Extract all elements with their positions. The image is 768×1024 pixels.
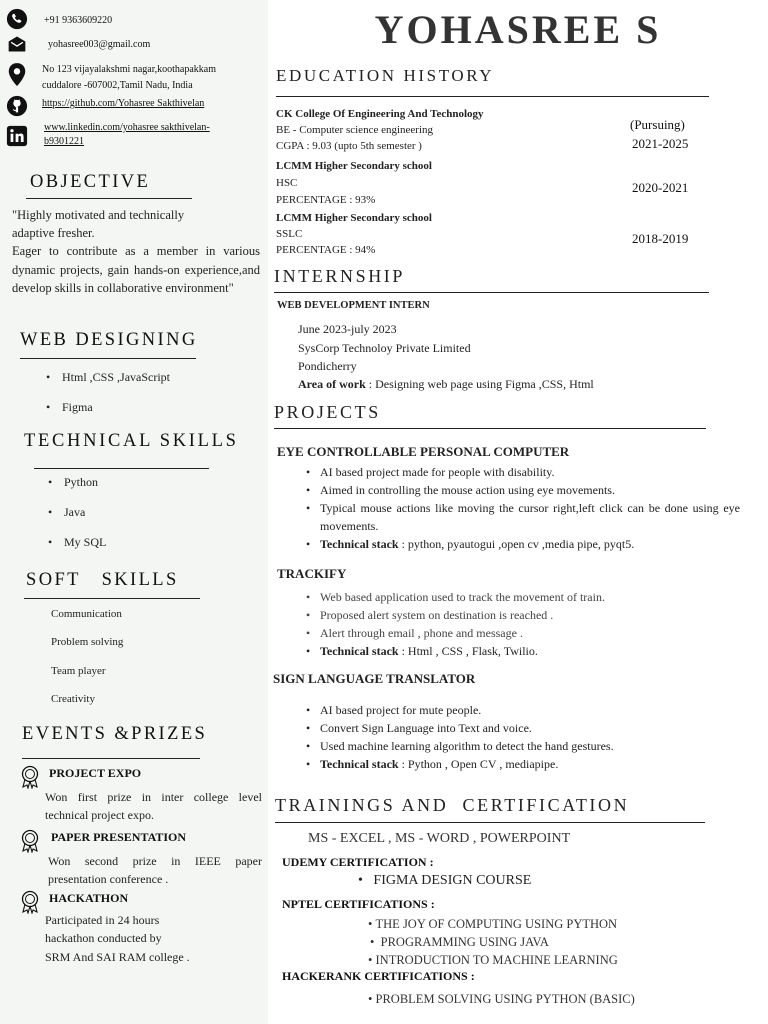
email-address: yohasree003@gmail.com [48,39,151,50]
project-bullets [306,701,740,773]
project-title: TRACKIFY [277,566,347,581]
intern-area-of-work [298,377,594,392]
event-desc [45,911,262,966]
web-designing-rule [20,358,196,359]
sslc-years: 2018-2019 [632,231,689,246]
web-designing-list [46,370,170,415]
objective-para-2: Eager to contribute as a member in various dynamic projects, gain hands-on experience,and develop skills in collaborative environment" [12,244,260,295]
level-hsc: HSC [276,177,298,189]
event-title: PROJECT EXPO [49,766,142,780]
technical-skills-heading: TECHNICAL SKILLS [24,431,239,451]
mail-icon [7,34,27,54]
education-rule [276,96,709,97]
project-bullets [306,588,740,660]
list-item: • AI based project for mute people. [306,701,740,719]
hackerank-item [368,992,635,1007]
area-of-work-text: : Designing web page using Figma ,CSS, Html [365,377,594,391]
projects-heading: PROJECTS [274,402,381,422]
bullet: • [370,935,381,949]
nptel-item [368,953,618,968]
list-item: • Figma [46,400,170,415]
list-item: Communication [51,608,122,620]
event-desc-line: hackathon conducted by [45,931,162,946]
internship-heading: INTERNSHIP [274,266,406,286]
list-item: Creativity [51,692,95,705]
stack-text: : Python , Open CV , mediapipe. [398,757,559,771]
objective-text [12,206,260,297]
soft-skills-list [51,608,123,705]
intern-location: Pondicherry [298,359,357,373]
events-heading: EVENTS &PRIZES [22,724,208,744]
intern-role: WEB DEVELOPMENT INTERN [277,300,430,311]
event-title: PAPER PRESENTATION [51,830,187,844]
objective-para-1: "Highly motivated and technically adaptive fresher. [12,208,185,241]
ms-office-skills: MS - EXCEL , MS - WORD , POWERPOINT [308,831,571,846]
phone-icon [6,8,28,30]
list-item: • Html ,CSS ,JavaScript [46,370,170,400]
percentage-sslc: PERCENTAGE : 94% [276,244,376,256]
stack-label: Technical stack [320,644,399,658]
event-desc-line: Participated in 24 hours [45,913,160,927]
sidebar [0,0,268,1024]
degree: BE - Computer science engineering [276,124,434,136]
projects-rule [274,428,706,429]
cert-name: PROBLEM SOLVING USING PYTHON (BASIC) [375,992,635,1006]
project-title: EYE CONTROLLABLE PERSONAL COMPUTER [277,444,570,459]
event-desc: Won first prize in inter college level technical project expo. [45,790,262,823]
list-item: • Java [48,505,106,535]
nptel-item [368,917,617,932]
list-item: • Alert through email , phone and message . [306,624,740,642]
cert-name: FIGMA DESIGN COURSE [373,873,532,888]
list-item: • Aimed in controlling the mouse action using eye movements. [306,481,740,499]
award-medal-icon [20,890,40,914]
event-title: HACKATHON [49,891,129,905]
nptel-item [370,935,549,950]
github-link[interactable]: https://github.com/Yohasree Sakthivelan [42,98,205,109]
list-item: • Proposed alert system on destination is reached . [306,606,740,624]
udemy-heading: UDEMY CERTIFICATION : [282,855,434,869]
list-item: Problem solving [51,636,124,649]
event-desc: Won second prize in IEEE paper presentation conference . [48,854,262,887]
web-designing-heading: WEB DESIGNING [20,330,198,350]
phone-number: +91 9363609220 [44,15,113,26]
percentage-hsc: PERCENTAGE : 93% [276,194,376,206]
project-title: SIGN LANGUAGE TRANSLATOR [273,671,476,686]
pursuing-status: (Pursuing) [630,117,685,132]
area-of-work-label: Area of work [298,377,366,391]
linkedin-link-line-2[interactable]: b9301221 [44,136,84,147]
bullet: • [368,992,376,1006]
intern-company: SysCorp Technoloy Private Limited [298,341,471,355]
event-desc-line: SRM And SAI RAM college . [45,949,190,964]
nptel-heading: NPTEL CERTIFICATIONS : [282,897,435,911]
list-item: • Web based application used to track the movement of train. [306,588,740,606]
address-line-2: cuddalore -607002,Tamil Nadu, India [42,80,193,91]
list-item: • Used machine learning algorithm to detect the hand gestures. [306,737,740,755]
education-heading: EDUCATION HISTORY [276,66,495,85]
bullet: • [368,917,376,931]
list-item: • My SQL [48,535,106,550]
internship-rule [274,292,709,293]
github-icon [6,95,28,117]
hsc-years: 2020-2021 [632,180,689,195]
list-item: • Typical mouse actions like moving the cursor right,left click can be done using eye movements. [306,499,740,535]
list-item [306,642,740,660]
cert-name: PROGRAMMING USING JAVA [380,935,549,949]
list-item: • Convert Sign Language into Text and voice. [306,719,740,737]
level-sslc: SSLC [276,228,303,240]
location-pin-icon [6,62,28,88]
technical-skills-rule [34,468,209,469]
objective-rule [26,198,192,199]
stack-text: : Html , CSS , Flask, Twilio. [398,644,538,658]
candidate-name: YOHASREE S [374,7,662,52]
soft-skills-rule [24,598,200,599]
cgpa: CGPA : 9.03 (upto 5th semester ) [276,140,422,152]
stack-text: : python, pyautogui ,open cv ,media pipe, pyqt5. [398,537,635,551]
address-line-1: No 123 vijayalakshmi nagar,koothapakkam [42,64,216,75]
list-item: Team player [51,664,106,677]
award-medal-icon [20,765,40,789]
school-name-hsc: LCMM Higher Secondary school [276,160,432,172]
project-bullets [306,463,740,553]
stack-label: Technical stack [320,757,399,771]
school-name-sslc: LCMM Higher Secondary school [276,212,432,224]
technical-skills-list [48,475,106,550]
list-item: • AI based project made for people with disability. [306,463,740,481]
cert-name: THE JOY OF COMPUTING USING PYTHON [375,917,618,931]
bullet: • [368,953,376,967]
trainings-heading: TRAININGS AND CERTIFICATION [275,795,630,815]
hackerank-heading: HACKERANK CERTIFICATIONS : [282,969,475,983]
stack-label: Technical stack [320,537,399,551]
award-medal-icon [20,829,40,853]
cert-name: INTRODUCTION TO MACHINE LEARNING [375,953,618,967]
list-item [306,535,740,553]
intern-period: June 2023-july 2023 [298,322,397,336]
linkedin-icon [6,125,28,147]
list-item: • Python [48,475,106,505]
college-name: CK College Of Engineering And Technology [276,108,484,120]
bullet: • [358,873,374,888]
linkedin-link-line-1[interactable]: www.linkedin.com/yohasree sakthivelan- [44,122,210,133]
objective-heading: OBJECTIVE [30,172,151,192]
events-rule [22,758,200,759]
soft-skills-heading: SOFT SKILLS [26,570,179,590]
college-years: 2021-2025 [632,136,689,151]
trainings-rule [275,822,705,823]
list-item [306,755,740,773]
udemy-item [358,873,531,889]
